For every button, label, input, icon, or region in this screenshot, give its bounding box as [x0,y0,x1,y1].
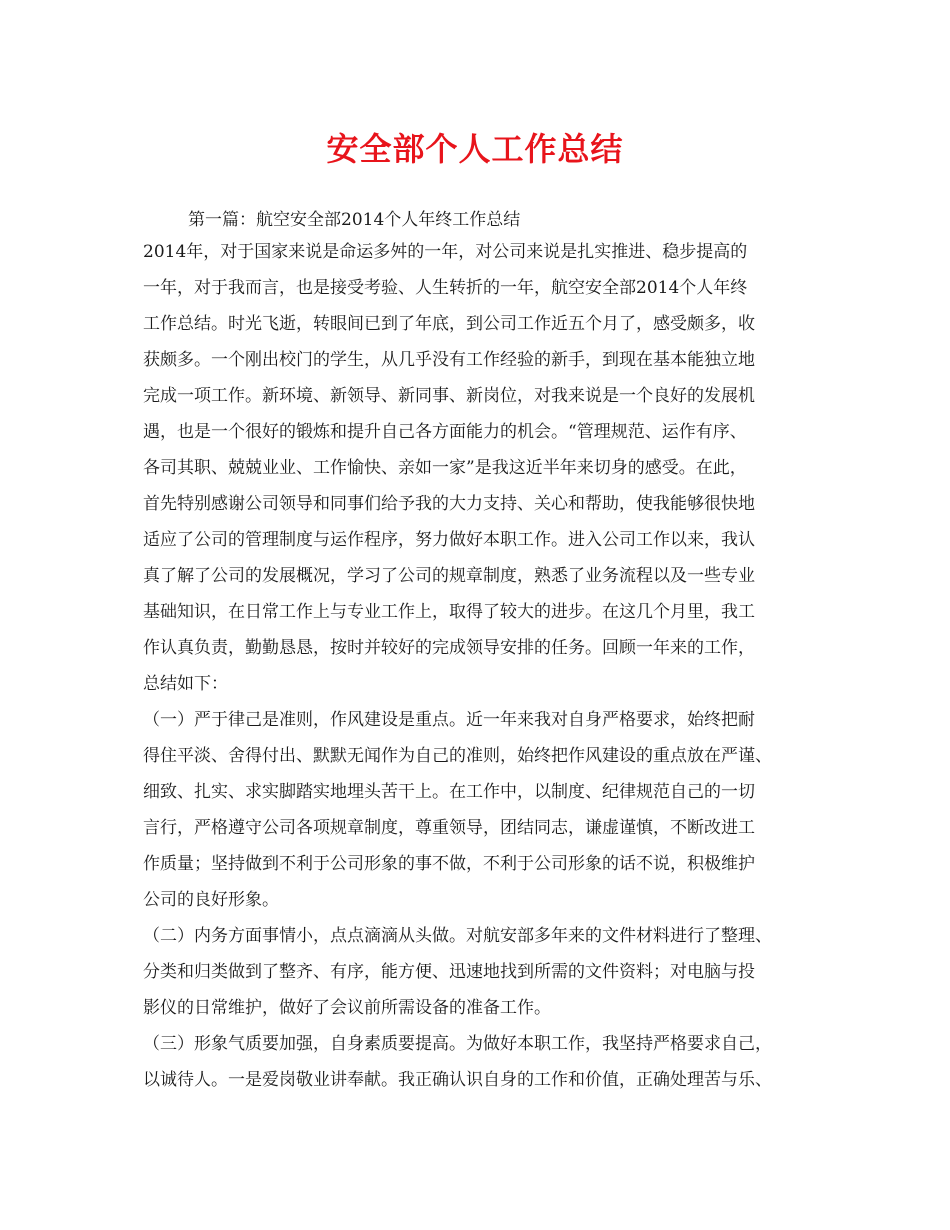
text-line: 工作总结。时光飞逝，转眼间已到了年底，到公司工作近五个月了，感受颇多，收 [143,314,755,334]
text-line: 总结如下： [143,674,228,694]
text-line: 公司的良好形象。 [143,890,279,910]
text-line: （三）形象气质要加强，自身素质要提高。为做好本职工作，我坚持严格要求自己， [143,1034,772,1054]
text-line: 首先特别感谢公司领导和同事们给予我的大力支持、关心和帮助，使我能够很快地 [143,494,755,514]
text-line: 完成一项工作。新环境、新领导、新同事、新岗位，对我来说是一个良好的发展机 [143,386,755,406]
text-line: 适应了公司的管理制度与运作程序，努力做好本职工作。进入公司工作以来，我认 [143,530,755,550]
text-line: 以诚待人。一是爱岗敬业讲奉献。我正确认识自身的工作和价值，正确处理苦与乐、 [143,1070,772,1090]
text-line: 分类和归类做到了整齐、有序，能方便、迅速地找到所需的文件资料；对电脑与投 [143,962,755,982]
text-line: （二）内务方面事情小，点点滴滴从头做。对航安部多年来的文件材料进行了整理、 [143,926,772,946]
section-heading: 第一篇：航空安全部2014个人年终工作总结 [188,210,521,230]
text-line: 获颇多。一个刚出校门的学生，从几乎没有工作经验的新手，到现在基本能独立地 [143,350,755,370]
text-line: 作认真负责，勤勤恳恳，按时并较好的完成领导安排的任务。回顾一年来的工作， [143,638,755,658]
text-line: 2014年，对于国家来说是命运多舛的一年，对公司来说是扎实推进、稳步提高的 [143,242,748,262]
document-title: 安全部个人工作总结 [326,130,624,168]
text-line: 细致、扎实、求实脚踏实地埋头苦干上。在工作中，以制度、纪律规范自己的一切 [143,782,755,802]
text-line: （一）严于律己是准则，作风建设是重点。近一年来我对自身严格要求，始终把耐 [143,710,755,730]
text-line: 一年，对于我而言，也是接受考验、人生转折的一年，航空安全部2014个人年终 [143,278,748,298]
text-line: 基础知识，在日常工作上与专业工作上，取得了较大的进步。在这几个月里，我工 [143,602,755,622]
text-line: 影仪的日常维护，做好了会议前所需设备的准备工作。 [143,998,551,1018]
text-line: 真了解了公司的发展概况，学习了公司的规章制度，熟悉了业务流程以及一些专业 [143,566,755,586]
text-line: 作质量；坚持做到不利于公司形象的事不做，不利于公司形象的话不说，积极维护 [143,854,755,874]
text-line: 遇，也是一个很好的锻炼和提升自己各方面能力的机会。“管理规范、运作有序、 [143,422,747,442]
text-line: 各司其职、兢兢业业、工作愉快、亲如一家”是我这近半年来切身的感受。在此， [143,458,747,478]
text-line: 言行，严格遵守公司各项规章制度，尊重领导，团结同志，谦虚谨慎，不断改进工 [143,818,755,838]
text-line: 得住平淡、舍得付出、默默无闻作为自己的准则，始终把作风建设的重点放在严谨、 [143,746,772,766]
